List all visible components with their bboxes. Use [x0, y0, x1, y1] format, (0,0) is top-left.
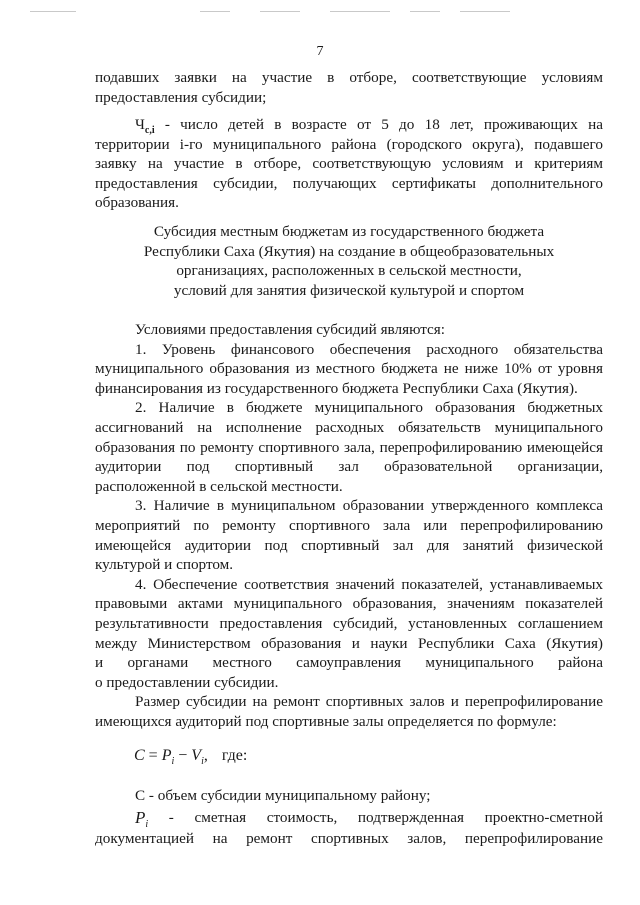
formula-p: P	[161, 747, 172, 764]
text-line: расположенной в сельской местности.	[95, 477, 343, 495]
scan-artifacts	[30, 9, 550, 15]
text-line: ассигнований на исполнение расходных обязательств муниципального	[95, 418, 603, 436]
formula-comma: ,	[203, 747, 208, 764]
text-line: 3. Наличие в муниципальном образовании утвержденного комплекса	[135, 497, 603, 515]
heading-line: организациях, расположенных в сельской местности,	[176, 262, 522, 280]
text-line: образования по ремонту спортивного зала, перепрофилированию имеющейся	[95, 438, 603, 456]
text-line: образования.	[95, 194, 179, 212]
word: проектно-сметной	[484, 809, 603, 826]
text-line: 1. Уровень финансового обеспечения расходного обязательства	[135, 340, 603, 358]
children-count-definition	[95, 115, 603, 213]
heading-line: условий для занятия физической культурой и спортом	[173, 281, 525, 299]
text-line	[95, 115, 603, 135]
text-line: правовыми актами муниципального образования, значениям показателей	[95, 595, 603, 613]
symbol-ch: Ч	[135, 116, 145, 133]
definition-text: - число детей в возрасте от 5 до 18 лет, проживающих на	[154, 116, 603, 133]
word: перепрофилирование	[464, 829, 603, 847]
word: ремонт	[246, 829, 293, 847]
word: на	[212, 829, 228, 847]
continuation-paragraph	[95, 68, 603, 107]
word: подтвержденная	[357, 809, 464, 826]
symbol-ch-subscript: с,i	[144, 125, 155, 137]
text-line: муниципального образования из местного бюджета не ниже 10% от уровня	[95, 360, 603, 378]
text-line: заявку на участие в отборе, соответствующую условиям и критериям	[95, 155, 603, 173]
word: спортивных	[310, 829, 389, 847]
text-line: 4. Обеспечение соответствия значений показателей, устанавливаемых	[135, 575, 603, 593]
text-line: мероприятий по ремонту спортивного зала или перепрофилированию	[95, 516, 603, 534]
formula-where: где:	[221, 747, 248, 764]
text-line: между Министерством образования и науки Республики Саха (Якутия)	[95, 634, 603, 652]
formula-equals: =	[144, 747, 162, 764]
text-line: культурой и спортом.	[95, 556, 234, 574]
definition-c	[95, 786, 603, 806]
word: стоимость,	[266, 809, 338, 826]
text-line: результативности предоставления субсидий, установленных соглашением	[95, 614, 603, 632]
formula-p-subscript: i	[171, 756, 175, 768]
text-line: о предоставлении субсидии.	[95, 673, 279, 691]
formula-minus: −	[174, 747, 192, 764]
text-line	[95, 829, 603, 849]
definition-p	[95, 808, 603, 848]
word: сметная	[194, 809, 247, 826]
symbol-p-subscript: i	[145, 819, 149, 831]
text-line: предоставления субсидии;	[95, 88, 267, 106]
formula-c: C	[134, 747, 145, 764]
text-line: подавших заявки на участие в отборе, соответствующие условиям	[95, 69, 603, 86]
text-line: предоставления субсидии, получающих сертификаты дополнительного	[95, 174, 603, 192]
text-line: и органами местного самоуправления муниципального района	[95, 654, 603, 672]
text-line: С - объем субсидии муниципальному району;	[135, 787, 431, 804]
conditions-list	[95, 320, 603, 731]
heading-line: Субсидия местным бюджетам из государственного бюджета	[153, 223, 545, 240]
conditions-intro: Условиями предоставления субсидий являются:	[135, 321, 445, 338]
word: -	[168, 809, 174, 826]
formula-v-subscript: i	[201, 756, 204, 768]
text-line: территории i-го муниципального района (городского округа), подавшего	[95, 135, 603, 153]
formula-v: V	[191, 747, 202, 764]
text-line: финансирования из государственного бюджета Республики Саха (Якутия).	[95, 379, 578, 397]
word: документацией	[95, 829, 195, 847]
text-line: 2. Наличие в бюджете муниципального образования бюджетных	[135, 399, 603, 417]
heading-line: Республики Саха (Якутия) на создание в общеобразовательных	[143, 242, 555, 260]
text-line	[95, 808, 603, 829]
symbol-p: P	[135, 808, 146, 827]
section-heading	[95, 222, 603, 300]
symbol-p-wrap	[135, 808, 148, 829]
text-line: имеющейся аудитории под спортивный зал для занятий физической	[95, 536, 603, 554]
text-line: Размер субсидии на ремонт спортивных залов и перепрофилирование	[135, 693, 603, 711]
text-line: аудитории под спортивный зал образовательной организации,	[95, 458, 603, 476]
subsidy-formula	[134, 746, 247, 766]
text-line: имеющихся аудиторий под спортивные залы определяется по формуле:	[95, 712, 557, 730]
page-number: 7	[316, 44, 324, 59]
word: залов,	[407, 829, 447, 847]
